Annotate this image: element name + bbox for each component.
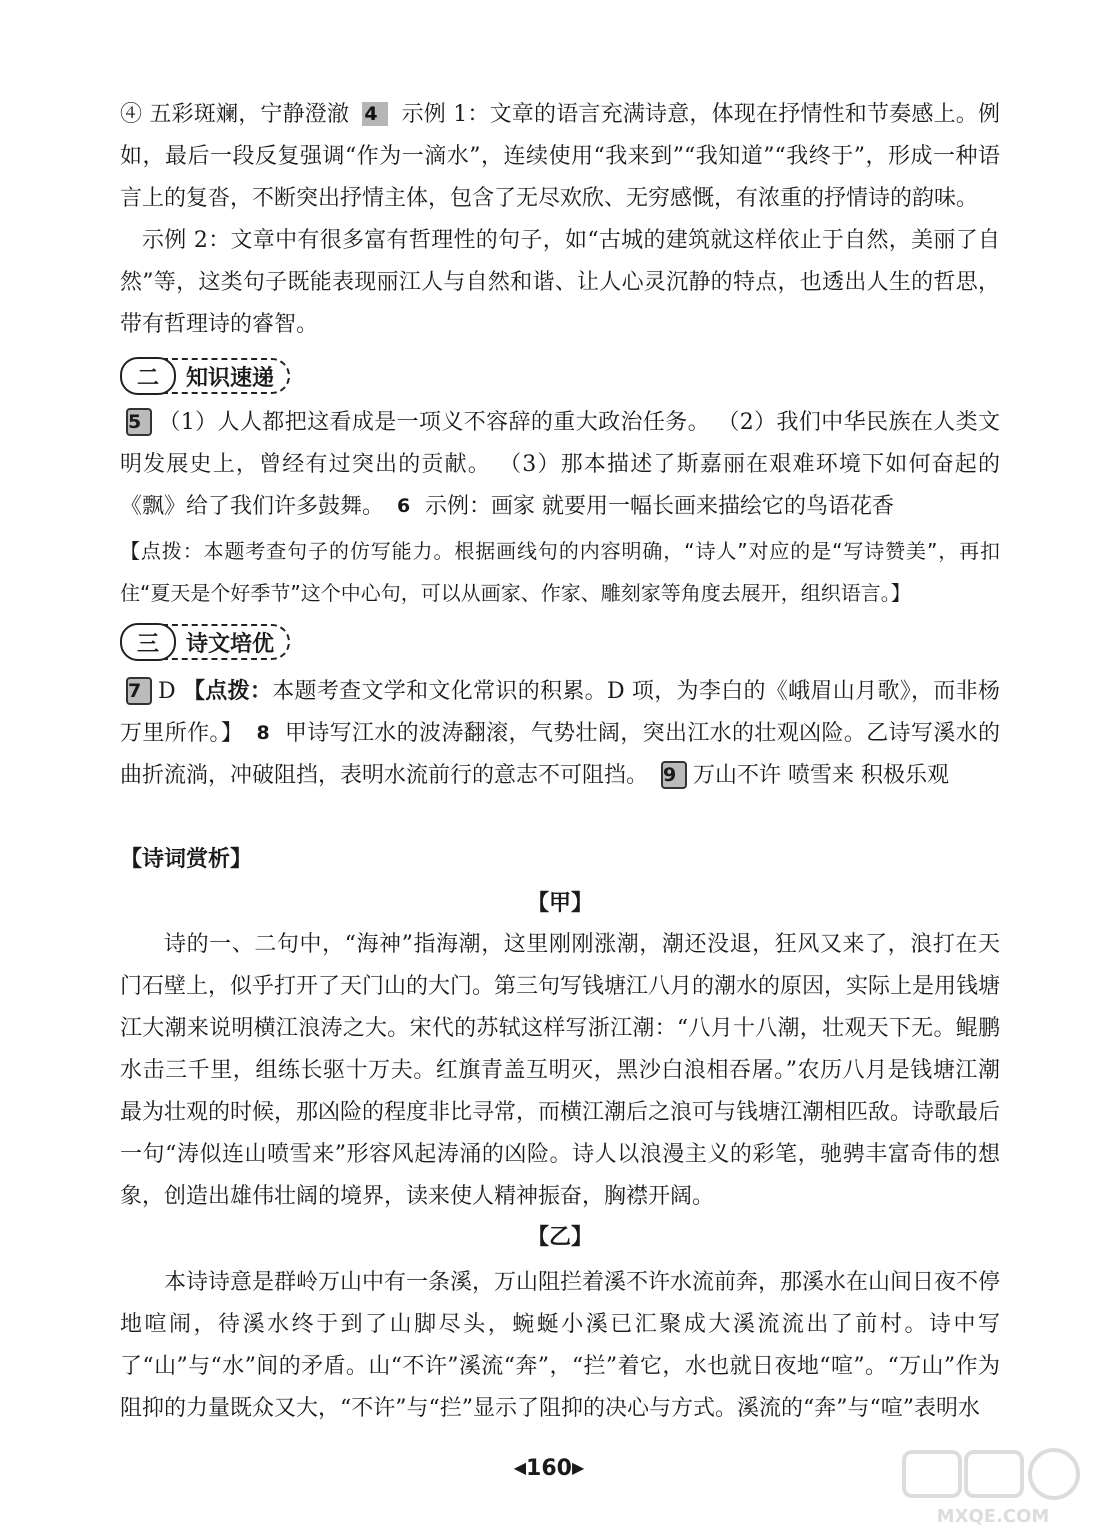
section-header-3 [120, 622, 290, 662]
hint-6: 【点拨：本题考查句子的仿写能力。根据画线句的内容明确，“诗人”对应的是“写诗赞美”，再扣住“夏天是个好季节”这个中心句，可以从画家、作家、雕刻家等角度去展开，组织语言。】 [120, 539, 1000, 605]
poem-a-title: 【甲】 [526, 890, 593, 916]
answer-9-text: 万山不许 喷雪来 积极乐观 [693, 763, 950, 788]
section-header-2 [120, 356, 290, 396]
hint-7-text: 本题考查文学和文化常识的积累。D 项，为李白的《峨眉山月歌》，而非杨万里所作。】 [120, 679, 1000, 746]
answer-4-paragraph [120, 94, 1000, 220]
question-number-8: 8 [256, 722, 270, 744]
question-number-4: 4 [362, 102, 388, 126]
question-number-6: 6 [397, 495, 411, 517]
poem-a-text: 诗的一、二句中，“海神”指海潮，这里刚刚涨潮，潮还没退，狂风又来了，浪打在天门石壁上，似乎打开了天门山的大门。第三句写钱塘江八月的潮水的原因，实际上是用钱塘江大潮来说明横江浪涛之大。宋代的苏轼这样写浙江潮：“八月十八潮，壮观天下无。鲲鹏水击三千里，组练长驱十万夫。红旗青盖互明灭，黑沙白浪相吞屠。”农历八月是钱塘江潮最为壮观的时候，那凶险的程度非比寻常，而横江潮后之浪可与钱塘江潮相匹敌。诗歌最后一句“涛似连山喷雪来”形容风起涛涌的凶险。诗人以浪漫主义的彩笔，驰骋丰富奇伟的想象，创造出雄伟壮阔的境界，读来使人精神振奋，胸襟开阔。 [120, 932, 1001, 1209]
answer-7-9-paragraph [120, 670, 1000, 797]
hint-label: 【点拨： [182, 678, 273, 704]
section-title: 知识速递 [162, 358, 290, 394]
section-number: 二 [120, 357, 176, 395]
section-title: 诗文培优 [162, 624, 290, 660]
right-arrow-icon: ▶ [571, 1458, 585, 1477]
question-number-7: 7 [126, 677, 152, 705]
page-number-text: 160 [526, 1456, 572, 1481]
poem-b-text: 本诗诗意是群岭万山中有一条溪，万山阻拦着溪不许水流前奔，那溪水在山间日夜不停地喧闹，待溪水终于到了山脚尽头，蜿蜒小溪已汇聚成大溪流流出了前村。诗中写了“山”与“水”间的矛盾。山“不许”溪流“奔”，“拦”着它，水也就日夜地“喧”。“万山”作为阻抑的力量既众又大，“不许”与“拦”显示了阻抑的决心与方式。溪流的“奔”与“喧”表明水 [120, 1270, 1001, 1421]
answer-8-text: 甲诗写江水的波涛翻滚，气势壮阔，突出江水的壮观凶险。乙诗写溪水的曲折流淌，冲破阻挡，表明水流前行的意志不可阻挡。 [120, 721, 1000, 788]
left-arrow-icon: ◀ [513, 1458, 527, 1477]
watermark-logo-icon [898, 1448, 1088, 1528]
appreciation-label: 【诗词赏析】 [120, 847, 253, 872]
answer-4-text: 示例 1：文章的语言充满诗意，体现在抒情性和节奏感上。例如，最后一段反复强调“作为一滴水”，连续使用“我来到”“我知道”“我终于”，形成一种语言上的复沓，不断突出抒情主体，包含了无尽欢欣、无穷感慨，有浓重的抒情诗的韵味。 [120, 102, 1001, 211]
question-number-5: 5 [126, 408, 152, 436]
svg-text:MXQE.COM: MXQE.COM [936, 1506, 1050, 1527]
section-number: 三 [120, 623, 176, 661]
example-2-paragraph: 示例 2：文章中有很多富有哲理性的句子，如“古城的建筑就这样依止于自然，美丽了自然”等，这类句子既能表现丽江人与自然和谐、让人心灵沉静的特点，也透出人生的哲思，带有哲理诗的睿智。 [120, 228, 1000, 337]
answer-5-6-paragraph [120, 402, 1000, 528]
answer-3-tail: ④ 五彩斑斓，宁静澄澈 [120, 102, 350, 127]
question-number-9: 9 [661, 761, 687, 789]
poem-b-title: 【乙】 [526, 1224, 593, 1250]
answer-7-choice: D [158, 679, 176, 704]
answer-6-text: 示例：画家 就要用一幅长画来描绘它的鸟语花香 [425, 494, 895, 519]
answer-5-text: （1）人人都把这看成是一项义不容辞的重大政治任务。 （2）我们中华民族在人类文明发展史上，曾经有过突出的贡献。 （3）那本描述了斯嘉丽在艰难环境下如何奋起的《飘》给了我们许多鼓舞。 [120, 410, 1000, 519]
